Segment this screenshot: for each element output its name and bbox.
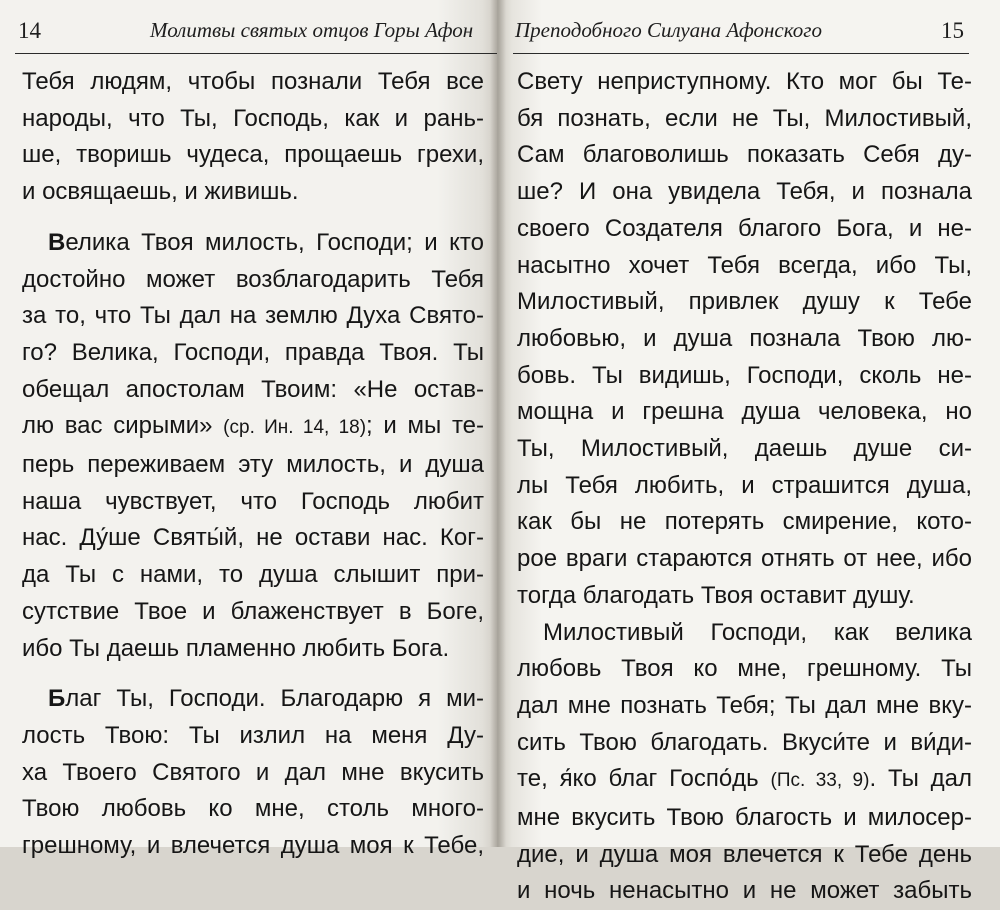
text-line: своего Создателя благого Бога, и не- [517,214,972,242]
left-page-body [22,64,484,865]
text-line: лы Тебя любить, и страшится душа, [517,471,972,499]
text-line: грешному, и влечется душа моя к Тебе, [22,832,484,860]
paragraph-first-line: Милостивый Господи, как велика [543,618,972,646]
text-line: ше? И она увидела Тебя, и познала [517,178,972,206]
text-line: за то, что Ты дал на землю Духа Свято- [22,302,484,330]
right-page-number: 15 [941,18,964,43]
scripture-reference: (ср. Ин. 14, 18) [223,417,367,439]
text-line: мне вкусить Твою благость и милосер- [517,804,972,832]
right-page [497,0,1000,905]
text-line: Ты, Милостивый, даешь душе си- [517,435,972,463]
text-line: елика Твоя милость, Господи; и кто [65,228,484,256]
text-line: насытно хочет Тебя всегда, ибо Ты, [517,251,972,279]
text-line: наша чувствует, что Господь любит [22,487,484,515]
text-line: бя познать, если не Ты, Милостивый, [517,104,972,132]
text-line: да Ты с нами, то душа слышит при- [22,561,484,589]
right-page-header [497,0,1000,55]
text-line: бовь. Ты видишь, Господи, сколь не- [517,361,972,389]
text-line: ше, творишь чудеса, прощаешь грехи, [22,141,484,169]
paragraph-first-line [22,681,484,718]
text-line: Милостивый, привлек душу к Тебе [517,288,972,316]
text-line: го? Велика, Господи, правда Твоя. Ты [22,338,484,366]
text-line: ибо Ты даешь пламенно любить Бога. [22,634,450,662]
paragraph-gap [22,667,484,681]
text-line: ха Твоего Святого и дал мне вкусить [22,758,484,786]
text-fragment: те, я́ко благ Госпо́дь [517,765,759,793]
right-running-title: Преподобного Силуана Афонского [515,18,822,42]
text-line: сить Твою благодать. Вкуси́те и ви́ди- [517,728,972,756]
text-line: дие, и душа моя влечется к Тебе день [517,840,972,868]
text-line: лость Твою: Ты излил на меня Ду- [22,721,484,749]
text-line: обещал апостолам Твоим: «Не остав- [22,375,484,403]
text-line: мощна и грешна душа человека, но [517,398,972,426]
initial-letter: Б [48,685,66,713]
text-line-with-reference [517,761,972,800]
text-line-with-reference [22,408,484,447]
text-line: нас. Ду́ше Святы́й, не остави нас. Ког- [22,524,484,552]
paragraph-first-line [22,225,484,262]
text-line: как бы не потерять смирение, кото- [517,508,972,536]
text-line: любовью, и душа познала Твою лю- [517,324,972,352]
text-fragment: ; и мы те- [366,412,485,440]
text-line: народы, что Ты, Господь, как и рань- [22,104,484,132]
left-running-title: Молитвы святых отцов Горы Афон [150,18,474,42]
text-line: тогда благодать Твоя оставит душу. [517,581,915,609]
text-line: лаг Ты, Господи. Благодарю я ми- [65,685,484,713]
text-line: и ночь ненасытно и не может забыть [517,877,972,905]
text-line: сутствие Твое и блаженствует в Боге, [22,597,484,625]
text-line: и освящаешь, и живишь. [22,178,299,206]
left-header-rule [15,53,497,54]
text-line: рое враги стараются отнять от нее, ибо [517,545,972,573]
text-line: достойно может возблагодарить Тебя [22,265,484,293]
left-page [0,0,497,860]
right-header-rule [513,53,969,54]
right-page-body [517,64,972,910]
text-line: Тебя людям, чтобы познали Тебя все [22,68,484,95]
text-line: Твою любовь ко мне, столь много- [22,795,484,823]
text-line: Свету неприступному. Кто мог бы Те- [517,68,972,95]
text-line: любовь Твоя ко мне, грешному. Ты [517,655,972,683]
text-fragment: лю вас сирыми» [22,412,213,440]
left-page-number: 14 [18,18,41,43]
text-line: перь переживаем эту милость, и душа [22,451,484,479]
text-line: Сам благоволишь показать Себя ду- [517,141,972,169]
text-fragment: . Ты дал [869,765,972,793]
text-line: дал мне познать Тебя; Ты дал мне вку- [517,691,972,719]
scripture-reference: (Пс. 33, 9) [770,770,870,792]
initial-letter: В [48,228,66,256]
left-page-header [0,0,497,55]
paragraph-gap [22,211,484,225]
